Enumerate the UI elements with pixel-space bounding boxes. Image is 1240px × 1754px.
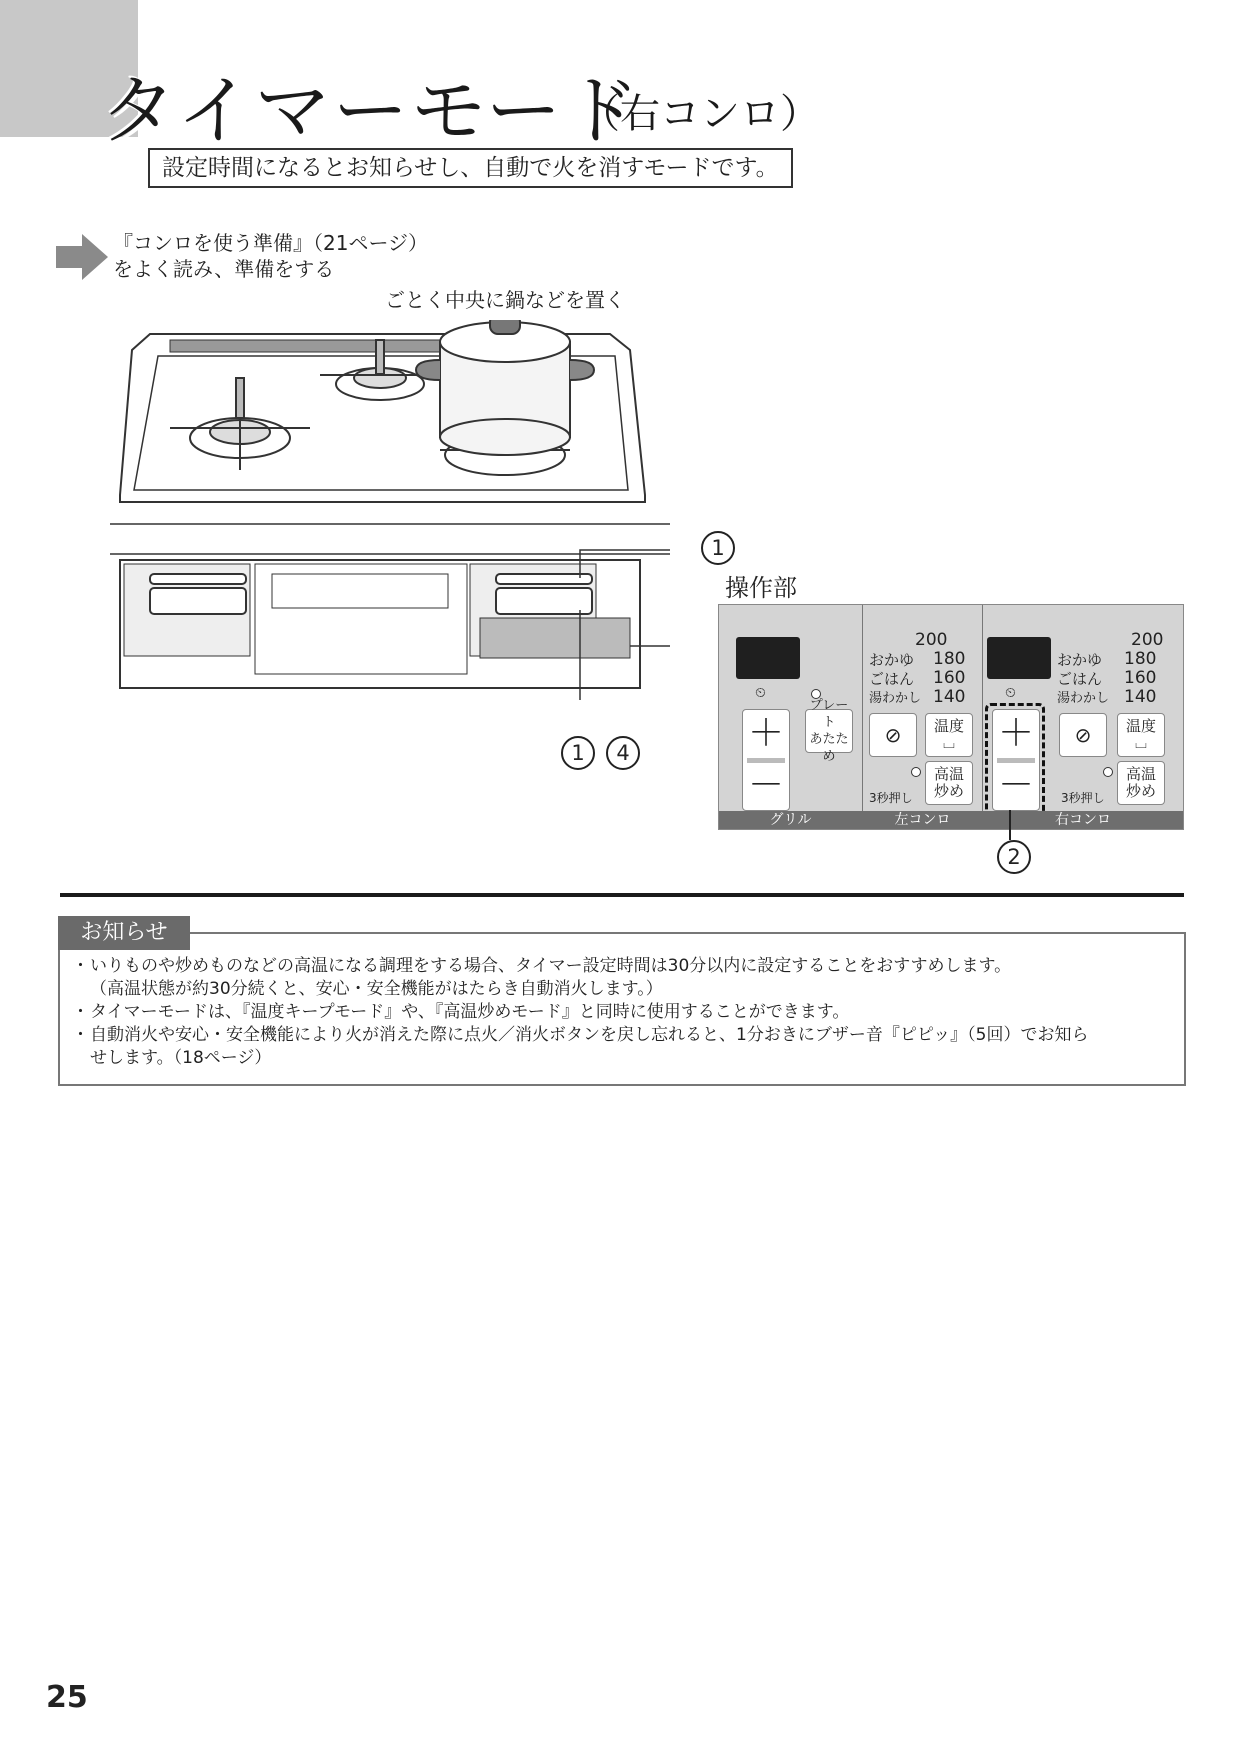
mode-okayu: おかゆ — [869, 651, 915, 669]
high-button-line2: 炒め — [933, 782, 964, 800]
notice-item-text: ・ 自動消火や安心・安全機能により火が消えた際に点火／消火ボタンを戻し忘れると、1分おきにブザー音『ピピッ』（5回）でお知ら — [90, 1025, 1089, 1045]
keep-button-line2: ⌴ — [1134, 734, 1147, 752]
pot-kettle-icon: ⊘ — [1074, 722, 1092, 747]
keep-button-line1: 温度 — [933, 717, 964, 735]
notice-item — [72, 1024, 1172, 1070]
mode-yuwakashi: 湯わかし — [869, 691, 922, 706]
page-title: タイマーモード — [100, 66, 642, 155]
high-heat-button[interactable] — [925, 761, 973, 805]
lead-summary: 設定時間になるとお知らせし、自動で火を消すモードです。 — [148, 148, 793, 188]
hold-hint: 3秒押し — [869, 791, 913, 805]
mode-yuwakashi-right: 湯わかし — [1057, 691, 1110, 706]
pot-icon — [416, 320, 594, 455]
mode-gohan: ごはん — [869, 670, 915, 688]
callout-1-top: 1 — [701, 531, 735, 565]
notice-item — [72, 955, 1172, 1001]
temp-180: 180 — [933, 649, 966, 669]
plate-button-line2: あたため — [809, 732, 849, 764]
right-burner-label: 右コンロ — [1055, 812, 1111, 828]
cook-mode-button[interactable] — [869, 713, 917, 757]
high-button-line2: 炒め — [1125, 782, 1156, 800]
grill-timer-plus-minus-button[interactable]: ＋ － — [742, 709, 790, 811]
right-timer-plus-minus-button[interactable]: ＋ － — [992, 709, 1040, 811]
notice-item-text: ・ タイマーモードは、『温度キープモード』や、『高温炒めモード』と同時に使用することができます。 — [90, 1002, 850, 1022]
high-heat-button-right[interactable] — [1117, 761, 1165, 805]
clock-icon: ⏲ — [755, 685, 766, 701]
temp-140: 140 — [933, 687, 966, 707]
temp-180-right: 180 — [1124, 649, 1157, 669]
notice-heading: お知らせ — [58, 916, 190, 950]
callout-2: 2 — [997, 840, 1031, 874]
left-burner-label: 左コンロ — [894, 812, 951, 828]
mode-gohan-right: ごはん — [1057, 670, 1103, 688]
control-panel-label: 操作部 — [725, 574, 797, 602]
stove-illustration — [110, 320, 670, 700]
prep-line-1: 『コンロを使う準備』（21ページ） — [113, 231, 429, 255]
grill-label: グリル — [769, 812, 812, 828]
plate-warm-button[interactable] — [805, 698, 853, 764]
hold-hint-right: 3秒押し — [1061, 791, 1105, 805]
column-divider — [982, 605, 983, 811]
clock-icon: ⏲ — [1005, 685, 1016, 701]
right-burner-display — [987, 637, 1051, 679]
notice-item-text: せします。（18ページ） — [90, 1048, 272, 1068]
keep-button-line2: ⌴ — [942, 734, 955, 752]
temp-160: 160 — [933, 668, 966, 688]
pot-caption: ごとく中央に鍋などを置く — [385, 288, 625, 312]
prep-line-2: をよく読み、準備をする — [113, 257, 335, 281]
notice-list — [72, 955, 1172, 1070]
prep-instruction — [113, 230, 428, 282]
callout-4: 4 — [606, 736, 640, 770]
control-panel — [718, 604, 1184, 830]
indicator-lamp — [911, 767, 921, 777]
highlight-timer-buttons — [985, 703, 1045, 817]
step-arrow-icon — [56, 234, 108, 280]
keep-temp-button-right[interactable] — [1117, 713, 1165, 757]
panel-footer — [719, 811, 1183, 829]
high-button-line1: 高温 — [1125, 765, 1156, 783]
plate-button-line1: プレート — [809, 698, 849, 730]
callout-1-bottom: 1 — [561, 736, 595, 770]
grill-display — [736, 637, 800, 679]
keep-button-line1: 温度 — [1125, 717, 1156, 735]
temp-200: 200 — [915, 630, 948, 650]
mode-okayu-right: おかゆ — [1057, 651, 1103, 669]
notice-item-text: ・ いりものや炒めものなどの高温になる調理をする場合、タイマー設定時間は30分以内に設定することをおすすめします。 — [90, 956, 1012, 976]
column-divider — [862, 605, 863, 811]
cook-mode-button-right[interactable] — [1059, 713, 1107, 757]
page-number: 25 — [46, 1680, 88, 1715]
notice-item — [72, 1001, 1172, 1024]
pot-kettle-icon: ⊘ — [884, 722, 902, 747]
temp-200-right: 200 — [1131, 630, 1164, 650]
indicator-lamp — [1103, 767, 1113, 777]
temp-140-right: 140 — [1124, 687, 1157, 707]
temp-160-right: 160 — [1124, 668, 1157, 688]
callout-2-leader — [1005, 810, 1015, 840]
high-button-line1: 高温 — [933, 765, 964, 783]
page-subtitle: （右コンロ） — [580, 91, 820, 137]
section-rule — [60, 893, 1184, 897]
notice-item-text: （高温状態が約30分続くと、安心・安全機能がはたらき自動消火します。） — [90, 979, 663, 999]
keep-temp-button[interactable] — [925, 713, 973, 757]
